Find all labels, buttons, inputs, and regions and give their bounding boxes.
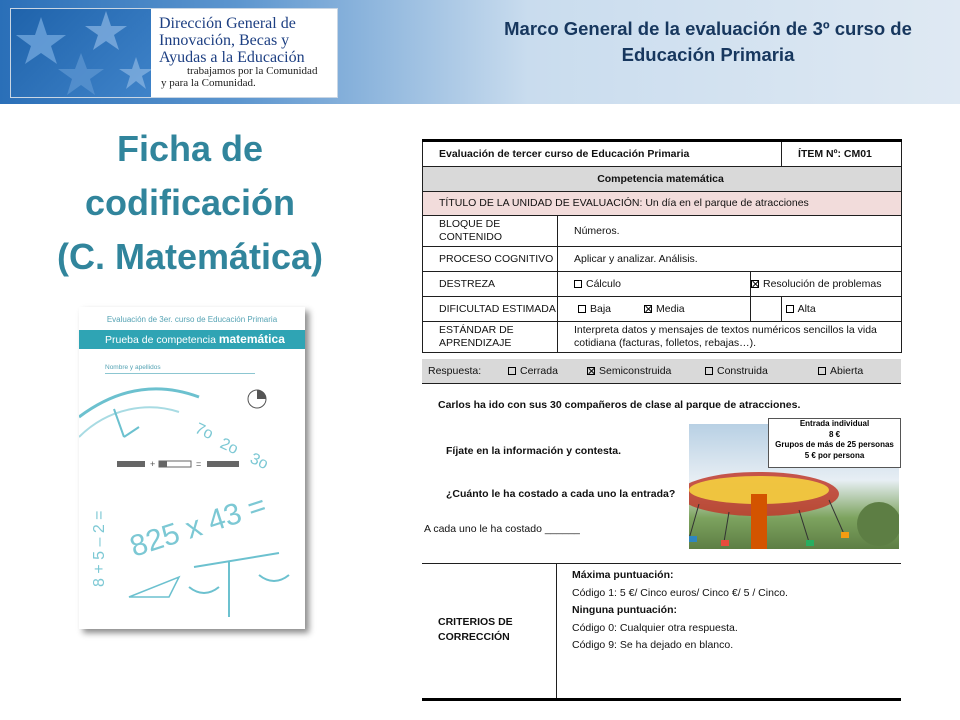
dificultad-opt1: Baja bbox=[590, 302, 612, 315]
checkbox-empty-icon bbox=[578, 305, 586, 313]
question-text-3: ¿Cuánto le ha costado a cada uno la entrada? bbox=[446, 488, 676, 500]
price-line-4: 5 € por persona bbox=[804, 450, 865, 460]
booklet-name-line bbox=[105, 373, 255, 374]
booklet-art-number: 3o bbox=[247, 450, 271, 474]
proceso-row bbox=[423, 247, 902, 272]
destreza-row bbox=[423, 272, 902, 297]
titulo-row bbox=[423, 192, 902, 216]
header-title bbox=[470, 16, 946, 68]
bloque-label: BLOQUE DE CONTENIDO bbox=[423, 216, 558, 247]
checkbox-checked-icon bbox=[644, 305, 652, 313]
resp-opt1: Cerrada bbox=[520, 365, 558, 377]
estandar-label: ESTÁNDAR DE APRENDIZAJE bbox=[423, 322, 558, 353]
slide-title-line-2: codificación bbox=[84, 182, 296, 223]
coding-sheet bbox=[422, 139, 901, 651]
price-line-2: 8 € bbox=[828, 429, 841, 439]
crit-line-4: Código 0: Cualquier otra respuesta. bbox=[572, 621, 738, 634]
criterios-label bbox=[438, 615, 538, 645]
dificultad-opt2: Media bbox=[656, 302, 685, 315]
logo-line: Dirección General de bbox=[159, 15, 296, 32]
resp-option-construida bbox=[705, 359, 768, 383]
price-info-box bbox=[768, 418, 901, 468]
booklet-band-text: Prueba de competencia bbox=[105, 334, 216, 346]
dificultad-label: DIFICULTAD ESTIMADA bbox=[423, 297, 558, 322]
crit-line-3: Ninguna puntuación: bbox=[572, 604, 677, 616]
logo-line: Innovación, Becas y bbox=[159, 32, 290, 49]
institution-logo bbox=[10, 8, 338, 98]
svg-text:+: + bbox=[150, 459, 156, 469]
criterios-section bbox=[422, 563, 901, 701]
proceso-value: Aplicar y analizar. Análisis. bbox=[558, 247, 902, 272]
estandar-value: Interpreta datos y mensajes de textos numéricos sencillos la vida cotidiana (facturas, folletos, rebajas…). bbox=[558, 322, 902, 353]
checkbox-checked-icon bbox=[587, 367, 595, 375]
logo-tagline-1: trabajamos por la Comunidad bbox=[187, 65, 318, 77]
slide-title-line-1: Ficha de bbox=[116, 128, 264, 169]
header-title-line-1: Marco General de la evaluación de 3º curso de bbox=[504, 18, 912, 39]
resp-option-abierta bbox=[818, 359, 863, 383]
resp-opt3: Construida bbox=[717, 365, 768, 377]
criterios-body bbox=[572, 567, 788, 655]
destreza-option-calculo bbox=[558, 272, 751, 297]
booklet-art-number: 2o bbox=[217, 435, 241, 459]
dificultad-spacer bbox=[751, 297, 782, 322]
booklet-band-bold: matemática bbox=[218, 332, 285, 346]
crit-line-1: Máxima puntuación: bbox=[572, 569, 674, 581]
logo-org-name bbox=[159, 15, 335, 66]
respuesta-label: Respuesta: bbox=[428, 365, 482, 377]
destreza-option-problemas bbox=[751, 272, 902, 297]
dificultad-option-alta bbox=[786, 303, 816, 315]
slide-title-line-3: (C. Matemática) bbox=[56, 236, 324, 277]
logo-tagline-2: y para la Comunidad. bbox=[161, 77, 256, 89]
destreza-opt2: Resolución de problemas bbox=[763, 277, 882, 290]
logo-line: Ayudas a la Educación bbox=[159, 49, 305, 66]
estandar-row bbox=[423, 322, 902, 353]
booklet-name-label: Nombre y apellidos bbox=[105, 364, 161, 371]
checkbox-empty-icon bbox=[818, 367, 826, 375]
booklet-top-text: Evaluación de 3er. curso de Educación Primaria bbox=[106, 315, 278, 324]
destreza-opt1: Cálculo bbox=[586, 277, 622, 290]
resp-option-semiconstruida bbox=[587, 359, 671, 383]
header-title-line-2: Educación Primaria bbox=[621, 44, 795, 65]
answer-line: A cada uno le ha costado ______ bbox=[424, 523, 580, 535]
booklet-art-number: 825 x 43 = bbox=[125, 488, 271, 564]
question-text-2: Fíjate en la información y contesta. bbox=[446, 445, 622, 457]
checkbox-empty-icon bbox=[786, 305, 794, 313]
titulo-cell: TÍTULO DE LA UNIDAD DE EVALUACIÓN: Un día en el parque de atracciones bbox=[423, 192, 902, 216]
competencia-row bbox=[423, 167, 902, 192]
booklet-cover bbox=[79, 307, 305, 629]
proceso-label: PROCESO COGNITIVO bbox=[423, 247, 558, 272]
resp-opt2: Semiconstruida bbox=[599, 365, 672, 377]
logo-tagline bbox=[161, 65, 337, 89]
item-header-row bbox=[423, 141, 902, 167]
booklet-art-number: 7o bbox=[192, 420, 216, 444]
destreza-label: DESTREZA bbox=[423, 272, 558, 297]
criterios-divider bbox=[556, 564, 557, 698]
competencia-cell: Competencia matemática bbox=[423, 167, 902, 192]
crit-line-5: Código 9: Se ha dejado en blanco. bbox=[572, 639, 734, 651]
booklet-title-band bbox=[79, 330, 305, 349]
resp-opt4: Abierta bbox=[830, 365, 864, 377]
checkbox-empty-icon bbox=[574, 280, 582, 288]
criterios-label-text: CRITERIOS DE CORRECCIÓN bbox=[438, 616, 513, 643]
dificultad-option-alta-cell bbox=[656, 297, 902, 322]
evaluation-title-cell: Evaluación de tercer curso de Educación Primaria bbox=[423, 141, 782, 167]
resp-option-cerrada bbox=[508, 359, 558, 383]
question-text-1: Carlos ha ido con sus 30 compañeros de clase al parque de atracciones. bbox=[438, 399, 801, 411]
stars-emblem-icon bbox=[11, 9, 151, 97]
item-number-cell: ÍTEM Nº: CM01 bbox=[782, 141, 902, 167]
checkbox-empty-icon bbox=[705, 367, 713, 375]
dificultad-opt3: Alta bbox=[797, 302, 816, 315]
item-table bbox=[422, 139, 902, 353]
respuesta-row bbox=[422, 359, 901, 384]
svg-text:=: = bbox=[196, 459, 202, 469]
price-line-3: Grupos de más de 25 personas bbox=[775, 440, 894, 449]
math-illustration-icon bbox=[79, 377, 305, 627]
header-band bbox=[0, 0, 960, 104]
slide-title bbox=[30, 122, 350, 284]
bloque-row bbox=[423, 216, 902, 247]
price-line-1: Entrada individual bbox=[799, 419, 870, 428]
dificultad-row bbox=[423, 297, 902, 322]
bloque-value: Números. bbox=[558, 216, 902, 247]
dificultad-option-media bbox=[644, 303, 685, 315]
crit-line-2: Código 1: 5 €/ Cinco euros/ Cinco €/ 5 / Cinco. bbox=[572, 586, 788, 599]
checkbox-empty-icon bbox=[508, 367, 516, 375]
booklet-art-number: 8 + 5 – 2 = bbox=[91, 510, 108, 587]
checkbox-checked-icon bbox=[751, 280, 759, 288]
